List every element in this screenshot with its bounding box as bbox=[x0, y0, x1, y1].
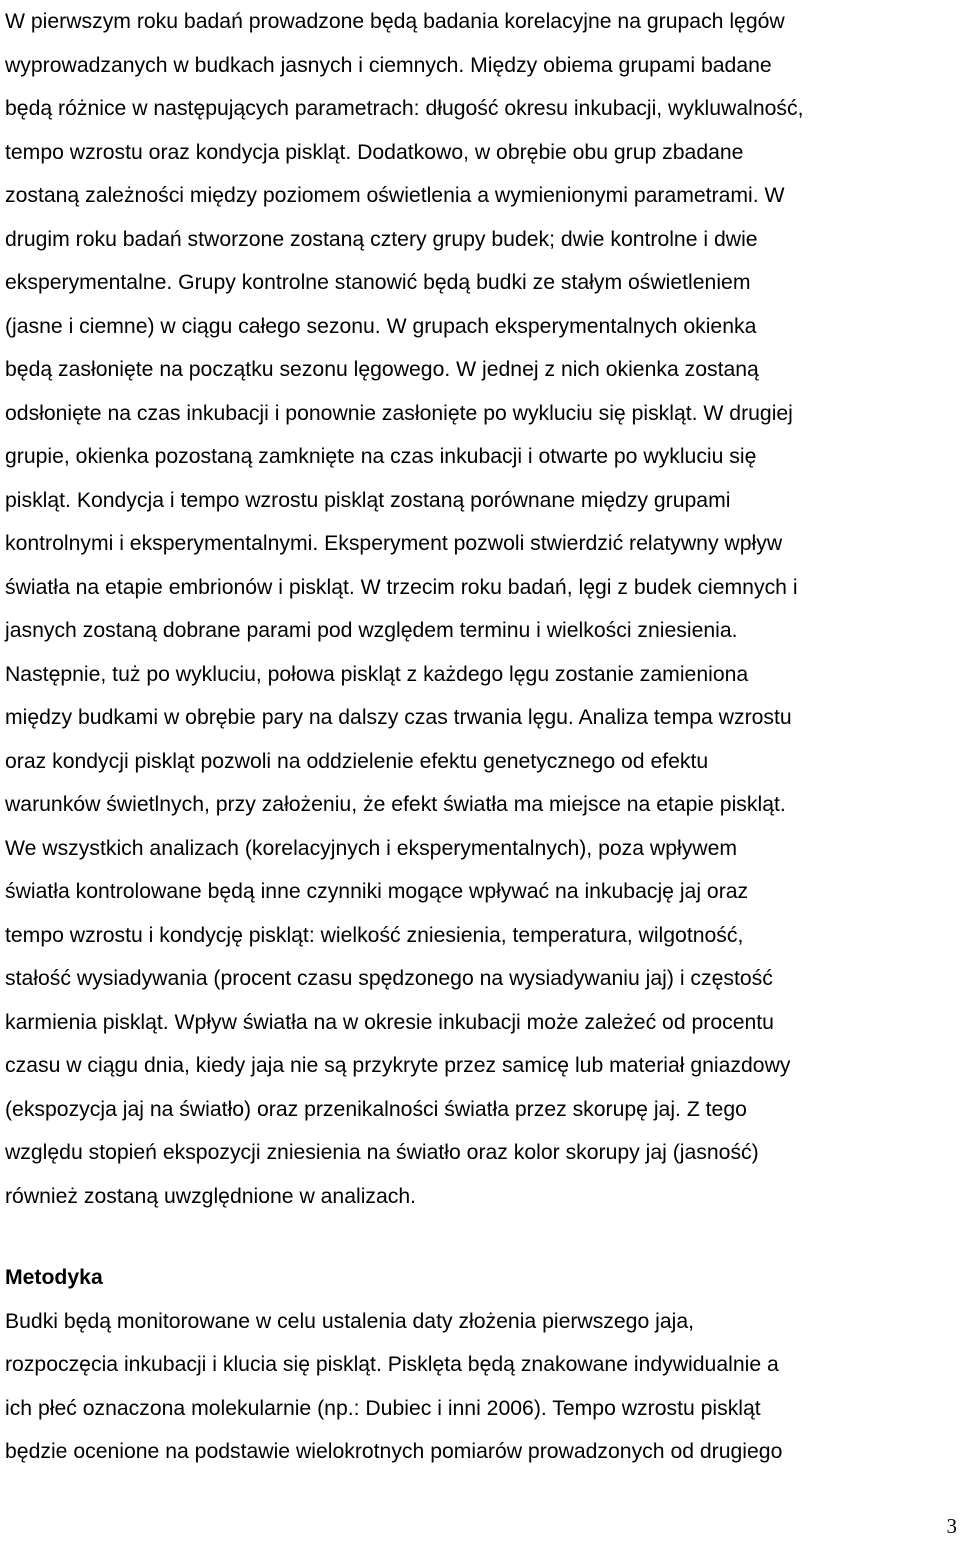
text-line: odsłonięte na czas inkubacji i ponownie zasłonięte po wykluciu się piskląt. W drugiej bbox=[5, 401, 793, 425]
paragraph-intro bbox=[5, 0, 955, 1218]
text-line: We wszystkich analizach (korelacyjnych i eksperymentalnych), poza wpływem bbox=[5, 836, 738, 860]
text-line: rozpoczęcia inkubacji i klucia się piskląt. Pisklęta będą znakowane indywidualnie a bbox=[5, 1353, 779, 1376]
section-methodology bbox=[5, 1256, 955, 1474]
text-line: piskląt. Kondycja i tempo wzrostu piskląt zostaną porównane między grupami bbox=[5, 488, 731, 512]
text-line: światła na etapie embrionów i piskląt. W trzecim roku badań, lęgi z budek ciemnych i bbox=[5, 575, 798, 599]
text-line: warunków świetlnych, przy założeniu, że efekt światła ma miejsce na etapie piskląt. bbox=[5, 793, 786, 816]
text-line: będą różnice w następujących parametrach: długość okresu inkubacji, wykluwalność, bbox=[5, 97, 804, 120]
text-line: również zostaną uwzględnione w analizach. bbox=[5, 1184, 417, 1208]
text-line: zostaną zależności między poziomem oświetlenia a wymienionymi parametrami. W bbox=[5, 184, 785, 207]
text-line: wyprowadzanych w budkach jasnych i ciemnych. Między obiema grupami badane bbox=[5, 53, 772, 77]
text-line: między budkami w obrębie pary na dalszy czas trwania lęgu. Analiza tempa wzrostu bbox=[5, 706, 792, 729]
text-line: karmienia piskląt. Wpływ światła na w okresie inkubacji może zależeć od procentu bbox=[5, 1010, 774, 1034]
text-line: eksperymentalne. Grupy kontrolne stanowić będą budki ze stałym oświetleniem bbox=[5, 271, 751, 294]
text-line: ich płeć oznaczona molekularnie (np.: Dubiec i inni 2006). Tempo wzrostu piskląt bbox=[5, 1396, 761, 1420]
text-line: tempo wzrostu oraz kondycja piskląt. Dodatkowo, w obrębie obu grup zbadane bbox=[5, 140, 744, 164]
text-line: tempo wzrostu i kondycję piskląt: wielkość zniesienia, temperatura, wilgotność, bbox=[5, 923, 744, 947]
text-line: kontrolnymi i eksperymentalnymi. Eksperyment pozwoli stwierdzić relatywny wpływ bbox=[5, 532, 783, 555]
text-line: będzie ocenione na podstawie wielokrotnych pomiarów prowadzonych od drugiego bbox=[5, 1440, 783, 1463]
text-line: jasnych zostaną dobrane parami pod względem terminu i wielkości zniesienia. bbox=[5, 619, 738, 642]
text-line: grupie, okienka pozostaną zamknięte na czas inkubacji i otwarte po wykluciu się bbox=[5, 445, 757, 468]
text-line: stałość wysiadywania (procent czasu spędzonego na wysiadywaniu jaj) i częstość bbox=[5, 967, 773, 990]
text-line: światła kontrolowane będą inne czynniki mogące wpływać na inkubację jaj oraz bbox=[5, 880, 749, 903]
text-line: (ekspozycja jaj na światło) oraz przenikalności światła przez skorupę jaj. Z tego bbox=[5, 1097, 747, 1121]
text-line: będą zasłonięte na początku sezonu lęgowego. W jednej z nich okienka zostaną bbox=[5, 358, 759, 381]
section-heading: Metodyka bbox=[5, 1266, 103, 1289]
text-line: (jasne i ciemne) w ciągu całego sezonu. W grupach eksperymentalnych okienka bbox=[5, 314, 757, 338]
text-line: oraz kondycji piskląt pozwoli na oddzielenie efektu genetycznego od efektu bbox=[5, 749, 709, 773]
text-line: Budki będą monitorowane w celu ustalenia daty złożenia pierwszego jaja, bbox=[5, 1309, 694, 1333]
text-line: drugim roku badań stworzone zostaną cztery grupy budek; dwie kontrolne i dwie bbox=[5, 227, 758, 251]
text-line: Następnie, tuż po wykluciu, połowa piskląt z każdego lęgu zostanie zamieniona bbox=[5, 662, 749, 686]
text-line: czasu w ciągu dnia, kiedy jaja nie są przykryte przez samicę lub materiał gniazdowy bbox=[5, 1054, 791, 1077]
page-number: 3 bbox=[946, 1514, 957, 1538]
text-line: względu stopień ekspozycji zniesienia na światło oraz kolor skorupy jaj (jasność) bbox=[5, 1141, 759, 1164]
text-line: W pierwszym roku badań prowadzone będą badania korelacyjne na grupach lęgów bbox=[5, 10, 785, 33]
